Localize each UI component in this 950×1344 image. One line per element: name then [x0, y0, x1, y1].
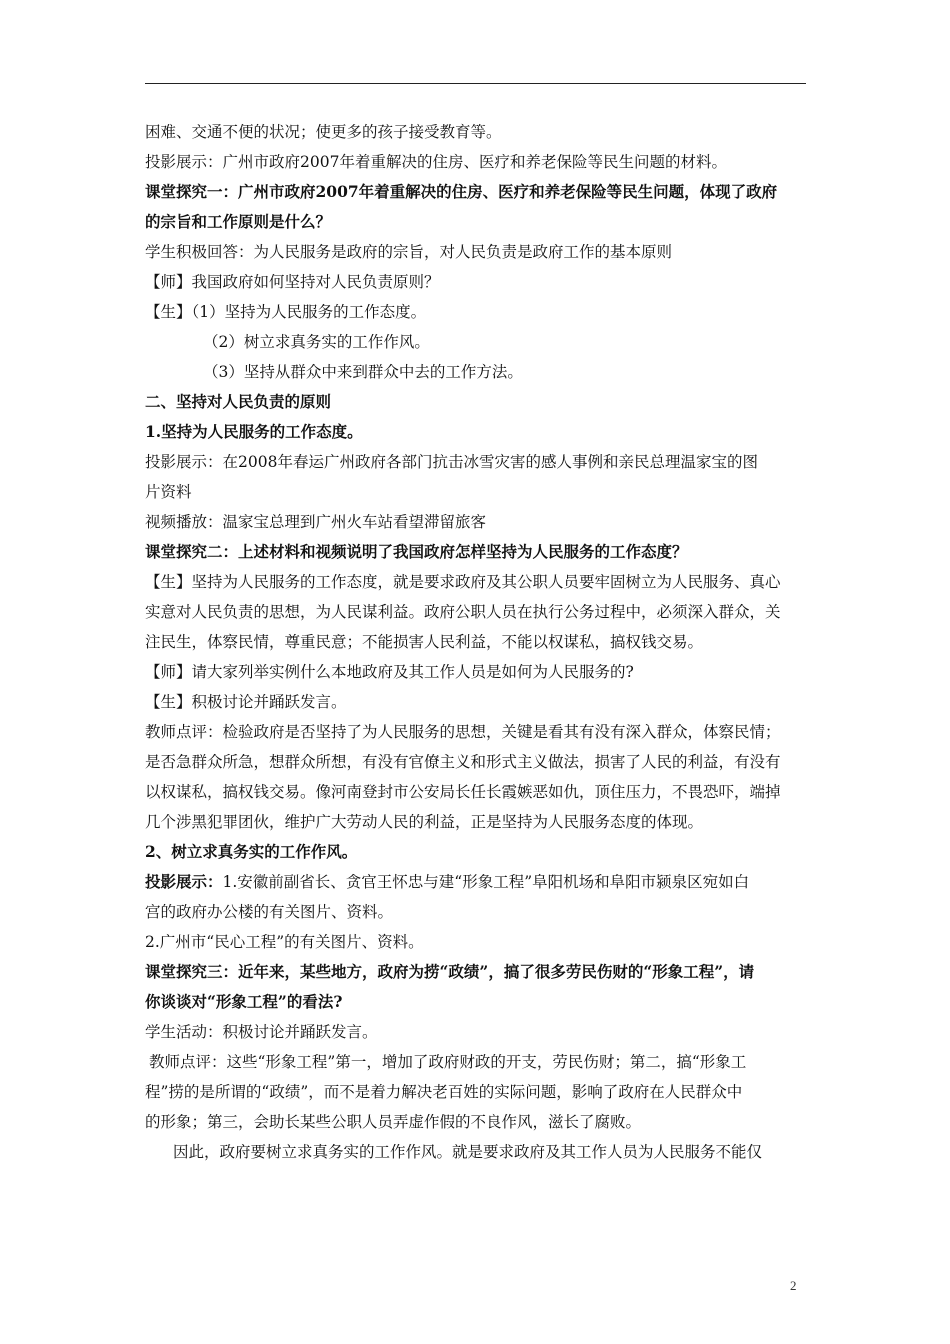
text-line: 教师点评：检验政府是否坚持了为人民服务的思想，关键是看其有没有深入群众，体察民情；	[145, 723, 781, 741]
text-line	[145, 872, 810, 892]
text-line: 片资料	[145, 483, 192, 501]
text-line: 程”捞的是所谓的“政绩”，而不是着力解决老百姓的实际问题，影响了政府在人民群众中	[145, 1083, 743, 1101]
text-line: 是否急群众所急，想群众所想，有没有官僚主义和形式主义做法，损害了人民的利益，有没有	[145, 753, 781, 771]
text-line: 【生】（1）坚持为人民服务的工作态度。	[145, 303, 427, 321]
text-line: 宫的政府办公楼的有关图片、资料。	[145, 903, 394, 921]
text-line: 以权谋私，搞权钱交易。像河南登封市公安局长任长霞嫉恶如仇，顶住压力，不畏恐吓，端掉	[145, 783, 781, 801]
text-line: 课堂探究一：广州市政府2007年着重解决的住房、医疗和养老保险等民生问题，体现了政府	[145, 182, 778, 201]
text-line: 你谈谈对“形象工程”的看法?	[145, 992, 343, 1011]
text-line: 2、树立求真务实的工作作风。	[145, 842, 358, 861]
text-line: （3）坚持从群众中来到群众中去的工作方法。	[203, 363, 523, 381]
text-line: 【师】请大家列举实例什么本地政府及其工作人员是如何为人民服务的?	[145, 663, 634, 681]
text-line: 的宗旨和工作原则是什么？	[145, 212, 332, 231]
text-line: 【生】坚持为人民服务的工作态度，就是要求政府及其公职人员要牢固树立为人民服务、真心	[145, 573, 781, 591]
text-line: （2）树立求真务实的工作作风。	[203, 333, 430, 351]
text-line: 实意对人民负责的思想，为人民谋利益。政府公职人员在执行公务过程中，必须深入群众，关	[145, 603, 781, 621]
text-line: 因此，政府要树立求真务实的工作作风。就是要求政府及其工作人员为人民服务不能仅	[173, 1143, 763, 1161]
text-line: 视频播放：温家宝总理到广州火车站看望滞留旅客	[145, 513, 487, 531]
text-line: 课堂探究二：上述材料和视频说明了我国政府怎样坚持为人民服务的工作态度？	[145, 542, 688, 561]
text-line: 学生活动：积极讨论并踊跃发言。	[145, 1023, 378, 1041]
page-number: 2	[790, 1278, 797, 1293]
text-line: 注民生，体察民情，尊重民意；不能损害人民利益，不能以权谋私，搞权钱交易。	[145, 633, 704, 651]
text-line: 的形象；第三，会助长某些公职人员弄虚作假的不良作风，滋长了腐败。	[145, 1113, 642, 1131]
text-line: 投影展示：广州市政府2007年着重解决的住房、医疗和养老保险等民生问题的材料。	[145, 153, 727, 171]
lead-label: 投影展示：	[145, 872, 223, 891]
text-line: 课堂探究三：近年来，某些地方，政府为捞“政绩”，搞了很多劳民伤财的“形象工程”，请	[145, 962, 755, 981]
header-rule	[145, 83, 806, 84]
line-text: 1.安徽前副省长、贪官王怀忠与建“形象工程”阜阳机场和阜阳市颍泉区宛如白	[222, 873, 750, 891]
text-line: 几个涉黑犯罪团伙，维护广大劳动人民的利益，正是坚持为人民服务态度的体现。	[145, 813, 704, 831]
text-line: 1.坚持为人民服务的工作态度。	[145, 422, 363, 441]
text-line: 2.广州市“民心工程”的有关图片、资料。	[145, 933, 424, 951]
text-line: 【生】积极讨论并踊跃发言。	[145, 693, 347, 711]
text-line: 困难、交通不便的状况；使更多的孩子接受教育等。	[145, 123, 502, 141]
text-line: 【师】我国政府如何坚持对人民负责原则？	[145, 273, 440, 291]
text-line: 投影展示：在2008年春运广州政府各部门抗击冰雪灾害的感人事例和亲民总理温家宝的图	[145, 453, 758, 471]
text-line: 二、坚持对人民负责的原则	[145, 392, 332, 411]
text-line: 学生积极回答：为人民服务是政府的宗旨，对人民负责是政府工作的基本原则	[145, 243, 673, 261]
text-line: 教师点评：这些“形象工程”第一，增加了政府财政的开支，劳民伤财；第二，搞“形象工	[149, 1053, 747, 1071]
document-body	[145, 122, 810, 1172]
